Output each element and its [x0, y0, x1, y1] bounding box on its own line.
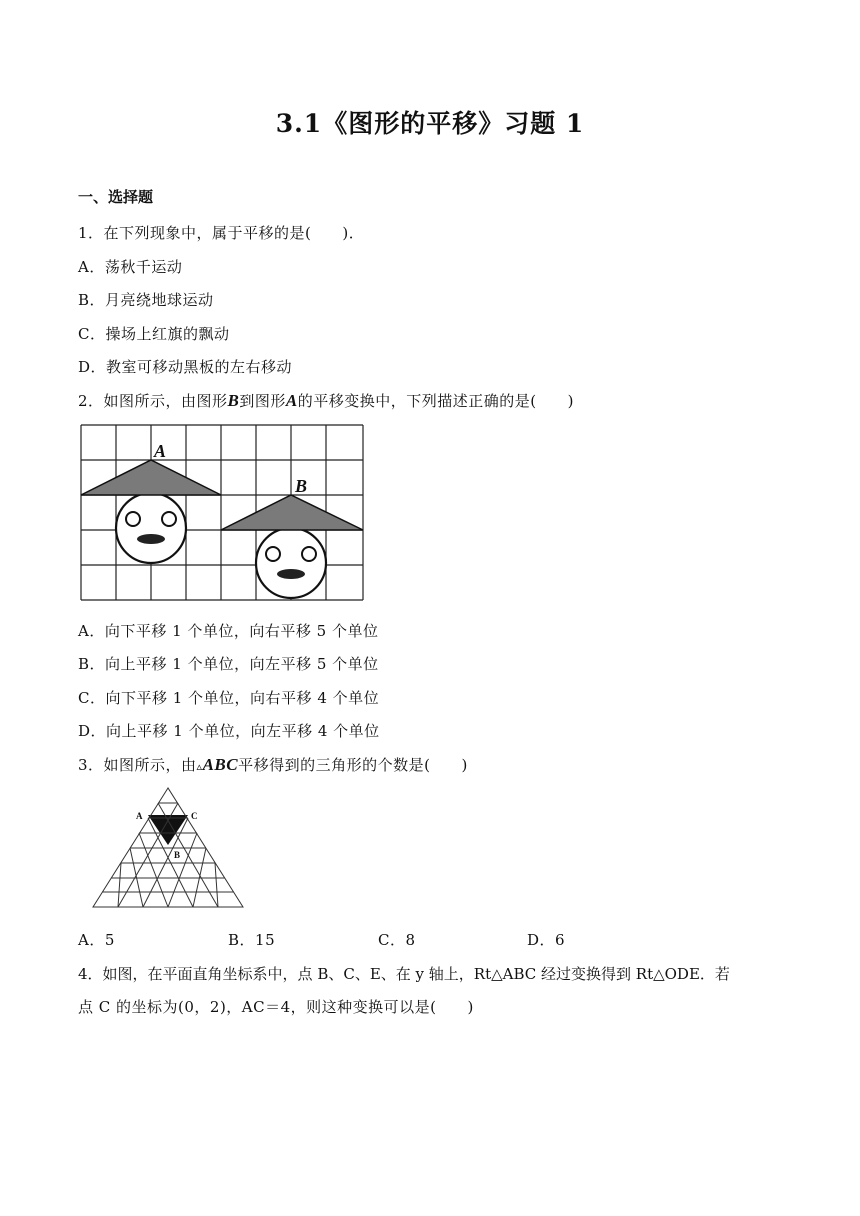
q2-grid-figure [80, 424, 364, 604]
figure-a [81, 441, 221, 563]
figure-a-label: A [154, 441, 167, 461]
q1-option-c: C．操场上红旗的飘动 [78, 325, 230, 343]
q2-option-c: C．向下平移 1 个单位，向右平移 4 个单位 [78, 689, 380, 707]
figure-b [221, 476, 363, 598]
q4-stem-line2: 点 C 的坐标为(0，2)，AC＝4，则这种变换可以是( ) [78, 998, 474, 1016]
figure-b-hat [221, 495, 363, 530]
section-heading: 一、选择题 [78, 188, 154, 206]
q2-option-d: D．向上平移 1 个单位，向左平移 4 个单位 [78, 722, 380, 740]
q3-option-c: C．8 [378, 931, 416, 949]
q3-option-d: D．6 [527, 931, 566, 949]
q3-label-a: A [136, 811, 143, 821]
figure-b-face [256, 528, 326, 598]
q3-option-a: A．5 [78, 931, 115, 949]
page-title: 3.1《图形的平移》习题 1 [275, 109, 585, 138]
q3-triangle-symbol: ▵ [196, 760, 203, 773]
q3-triangle-name: ABC [202, 755, 239, 774]
figure-a-face [116, 493, 186, 563]
figure-b-left-eye [266, 547, 280, 561]
q3-stem: 3．如图所示，由▵ABC平移得到的三角形的个数是( ) [78, 755, 468, 774]
q1-option-a: A．荡秋千运动 [78, 258, 183, 276]
q1-stem: 1．在下列现象中，属于平移的是( )． [78, 224, 365, 242]
q3-triangle-grid [93, 788, 243, 907]
q2-stem-figure-b: B [227, 391, 240, 410]
figure-b-mouth [277, 569, 305, 579]
q2-option-b: B．向上平移 1 个单位，向左平移 5 个单位 [78, 655, 379, 673]
q3-label-b: B [174, 850, 181, 860]
figure-b-right-eye [302, 547, 316, 561]
q2-option-a: A．向下平移 1 个单位，向右平移 5 个单位 [78, 622, 379, 640]
figure-a-mouth [137, 534, 165, 544]
q1-option-b: B．月亮绕地球运动 [78, 291, 214, 309]
figure-a-hat [81, 460, 221, 495]
figure-a-right-eye [162, 512, 176, 526]
figure-b-label: B [295, 476, 308, 496]
q3-label-c: C [191, 811, 198, 821]
q3-option-b: B．15 [228, 931, 276, 949]
q2-stem-figure-a: A [285, 391, 298, 410]
q2-stem: 2．如图所示，由图形B到图形A的平移变换中，下列描述正确的是( ) [78, 391, 574, 410]
q4-stem-line1: 4．如图，在平面直角坐标系中，点 B、C、E、在 y 轴上，Rt△ABC 经过变换得到 Rt△ODE．若 [78, 965, 730, 983]
figure-a-left-eye [126, 512, 140, 526]
q1-option-d: D．教室可移动黑板的左右移动 [78, 358, 293, 376]
q3-triangle-figure [88, 786, 248, 912]
